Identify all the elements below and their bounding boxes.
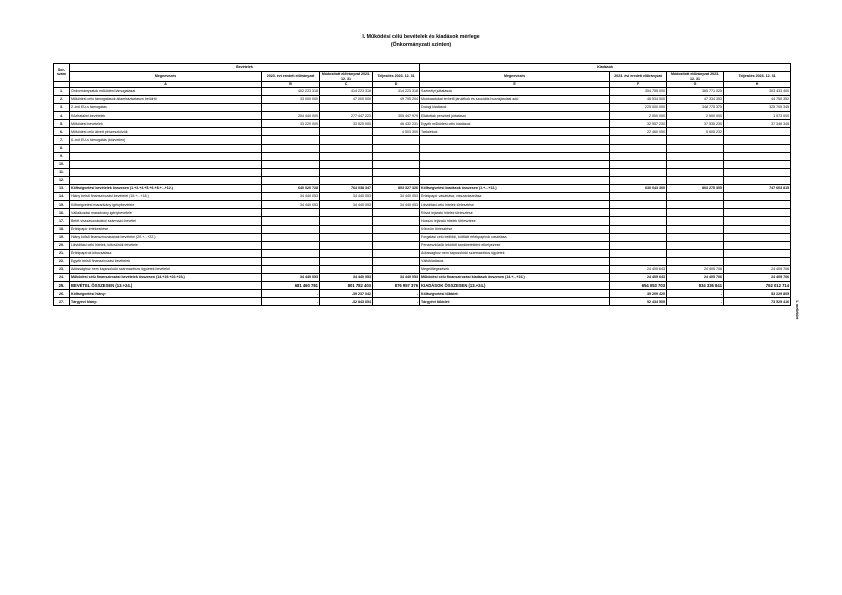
revenue-modified: 34 440 053 [320,201,373,209]
table-row [54,176,791,184]
row-number: 18. [54,225,70,233]
revenue-original [262,144,320,152]
revenue-modified [320,104,373,112]
revenue-original: 33 220 000 [262,120,320,128]
expense-modified [667,233,724,241]
row-number: 3. [54,104,70,112]
revenue-modified: 34 440 053 [320,193,373,201]
expense-name: Költségvetési kiadások összesen (1.+...+12.) [420,185,610,193]
expense-actual: 1 573 000 [724,112,791,120]
row-number: 1. [54,87,70,95]
table-row [54,120,791,128]
expense-original [610,136,667,144]
expense-modified [667,217,724,225]
revenue-name: Hiány belső finanszírozási bevételei (15.+...+18.) [70,193,262,201]
expense-name: Költségvetési többlet: [420,290,610,298]
revenue-name: Költségvetési hiány: [70,290,262,298]
revenue-modified: 764 038 347 [320,185,373,193]
expense-name: Váltókiadások [420,257,610,265]
revenue-actual [373,225,420,233]
column-letter: E [420,81,610,87]
row-number: 7. [54,136,70,144]
expense-name [420,136,610,144]
revenue-name [70,152,262,160]
row-number: 5. [54,120,70,128]
revenue-modified: -32 843 654 [320,298,373,306]
title-line-1: I. Működési célú bevételek és kiadások mérlege [362,34,480,40]
revenue-actual [373,233,420,241]
table-row [54,168,791,176]
revenue-actual [373,257,420,265]
revenue-actual [373,265,420,273]
revenue-modified: 277 447 223 [320,112,373,120]
table-row [54,193,791,201]
revenue-actual [373,249,420,257]
revenue-modified [320,257,373,265]
revenue-actual: 49 795 204 [373,96,420,104]
expense-actual [724,176,791,184]
revenue-actual: - [373,290,420,298]
revenue-name: Tárgyévi hiány: [70,298,262,306]
revenue-actual: 34 440 053 [373,201,420,209]
expense-original: 46 534 000 [610,96,667,104]
table-row [54,282,791,290]
revenue-actual [373,144,420,152]
header-revenue-group: Bevételek [70,64,420,72]
revenue-name: BEVÉTEL ÖSSZESEN (13.+24.) [70,282,262,290]
revenue-original: 254 440 000 [262,112,320,120]
expense-actual [724,209,791,217]
revenue-name: Hiány külső finanszírozásának bevételei (20.+...+22.) [70,233,262,241]
table-row [54,87,791,95]
revenue-actual [373,217,420,225]
revenue-modified: 33 520 000 [320,120,373,128]
row-number: 14. [54,193,70,201]
side-annex-label [793,300,801,330]
row-number: 15. [54,201,70,209]
revenue-original [262,104,320,112]
column-letter: H [724,81,791,87]
revenue-name: Önkormányzatok működési támogatásai [70,87,262,95]
revenue-modified: -39 237 042 [320,290,373,298]
expense-modified [667,168,724,176]
row-number: 24. [54,274,70,282]
expense-original [610,209,667,217]
expense-actual [724,233,791,241]
revenue-name: Működési célú finanszírozási bevételek összesen (14.+19.+22.+23.) [70,274,262,282]
row-number: 11. [54,168,70,176]
expense-actual [724,241,791,249]
revenue-actual [373,104,420,112]
expense-modified: 2 500 000 [667,112,724,120]
revenue-original [262,128,320,136]
revenue-name: Működési célú átvett pénzeszközök [70,128,262,136]
revenue-original [262,176,320,184]
revenue-name: Értékpapír értékesítése [70,225,262,233]
expense-modified: 348 775 375 [667,104,724,112]
expense-name [420,160,610,168]
table-row [54,104,791,112]
revenue-actual: 414 223 318 [373,87,420,95]
revenue-original: 34 440 053 [262,193,320,201]
revenue-actual: 876 957 376 [373,282,420,290]
expense-actual: 24 405 706 [724,265,791,273]
expense-modified [667,193,724,201]
expense-original: 32 557 230 [610,120,667,128]
table-row [54,144,791,152]
revenue-name: Adóssághoz nem kapcsolódó származékos ügyletek bevételei [70,265,262,273]
expense-modified [667,136,724,144]
expense-name: Működési célú finanszírozási kiadások összesen (14.+...+23.) [420,274,610,282]
row-number: 10. [54,160,70,168]
revenue-original [262,168,320,176]
row-number: 25. [54,282,70,290]
revenue-name: Likviditási célú hitelek, kölcsönök felvétele [70,241,262,249]
expense-original: 2 500 000 [610,112,667,120]
header-expense-original: 2023. évi eredeti előirányzat [610,72,667,82]
revenue-name [70,144,262,152]
table-row [54,233,791,241]
header-expense-name: Megnevezés [420,72,610,82]
table-row [54,112,791,120]
revenue-actual [373,176,420,184]
revenue-original: 33 000 000 [262,96,320,104]
revenue-modified [320,249,373,257]
expense-modified: 5 605 232 [667,128,724,136]
revenue-name [70,176,262,184]
column-letter: F [610,81,667,87]
expense-actual: 762 012 714 [724,282,791,290]
revenue-original [262,217,320,225]
expense-name: Egyéb működési célú kiadások [420,120,610,128]
expense-original [610,193,667,201]
revenue-modified [320,160,373,168]
revenue-name: Költségvetési bevételek összesen (1.+2.+4.+5.+6.+8.+...+12.) [70,185,262,193]
expense-original: 22 460 050 [610,128,667,136]
revenue-original [262,257,320,265]
expense-name: Forgatási célú belföldi, külföldi értékpapírok vásárlása [420,233,610,241]
table-row [54,128,791,136]
expense-actual: 44 750 352 [724,96,791,104]
revenue-modified [320,225,373,233]
revenue-original: 34 440 053 [262,201,320,209]
expense-name: Kölcsön törlesztése [420,225,610,233]
revenue-modified [320,217,373,225]
revenue-actual: 803 327 326 [373,185,420,193]
row-number: 20. [54,241,70,249]
expense-name: Rövid lejáratú hitelek törlesztése [420,209,610,217]
revenue-original: 34 440 053 [262,274,320,282]
expense-actual [724,128,791,136]
expense-original [610,160,667,168]
table-row [54,225,791,233]
revenue-name: Közhatalmi bevételek [70,112,262,120]
expense-actual [724,193,791,201]
revenue-actual: 4 503 300 [373,128,420,136]
table-row [54,217,791,225]
revenue-name: Működési bevételek [70,120,262,128]
expense-modified [667,241,724,249]
revenue-actual: 305 447 979 [373,112,420,120]
revenue-name: Működési célú támogatások államháztartáson belülről [70,96,262,104]
revenue-modified: 47 000 000 [320,96,373,104]
header-revenue-original: 2023. évi eredeti előirányzat [262,72,320,82]
expense-modified: 47 334 353 [667,96,724,104]
revenue-modified: 34 440 053 [320,274,373,282]
table-row [54,185,791,193]
column-letter: C [320,81,373,87]
row-number: 19. [54,233,70,241]
revenue-modified [320,265,373,273]
table-row [54,298,791,306]
column-letter: B [262,81,320,87]
expense-modified: - [667,290,724,298]
revenue-modified [320,128,373,136]
expense-original [610,168,667,176]
expense-original: 354 755 000 [610,87,667,95]
header-revenue-actual: Teljesítés 2023. 12. 31 [373,72,420,82]
expense-original: 24 405 643 [610,265,667,273]
revenue-actual [373,160,420,168]
revenue-actual [373,136,420,144]
revenue-actual [373,152,420,160]
revenue-name: 2.-ból EU-s támogatás [70,104,262,112]
expense-name [420,144,610,152]
expense-actual: 73 525 416 [724,298,791,306]
revenue-modified [320,209,373,217]
row-number: 23. [54,265,70,273]
revenue-modified [320,152,373,160]
expense-modified: 24 405 706 [667,274,724,282]
row-number: 9. [54,152,70,160]
revenue-original [262,265,320,273]
header-expense-actual: Teljesítés 2023. 12. 31 [724,72,791,82]
revenue-name: Értékpapírok kibocsátása [70,249,262,257]
header-revenue-modified: Módosított előirányzat 2023. 12. 31 [320,72,373,82]
row-number: 21. [54,249,70,257]
expense-actual [724,160,791,168]
expense-original: 654 053 703 [610,282,667,290]
expense-actual [724,201,791,209]
revenue-original [262,136,320,144]
revenue-name: Költségvetési maradvány igénybevétele [70,201,262,209]
expense-modified [667,176,724,184]
revenue-name: 6.-ból EU-s támogatás (közvetlen) [70,136,262,144]
row-number: 4. [54,112,70,120]
revenue-name: Vállalkozási maradvány igénybevétele [70,209,262,217]
expense-modified: - [667,298,724,306]
expense-actual: 747 603 815 [724,185,791,193]
expense-original [610,176,667,184]
expense-original: 39 209 420 [610,290,667,298]
table-row [54,290,791,298]
expense-name: Dologi kiadások [420,104,610,112]
expense-original: 52 434 505 [610,298,667,306]
expense-original: 225 000 000 [610,104,667,112]
column-letter: G [667,81,724,87]
expense-modified [667,249,724,257]
row-number: 13. [54,185,70,193]
expense-original [610,152,667,160]
expense-modified: 803 275 305 [667,185,724,193]
expense-actual [724,168,791,176]
revenue-name: Betét visszavonásából származó bevétel [70,217,262,225]
table-row [54,209,791,217]
revenue-actual [373,241,420,249]
row-number: 17. [54,217,70,225]
revenue-name: Egyéb belső finanszírozási bevételek [70,257,262,265]
table-row [54,249,791,257]
expense-name: Ellátottak pénzbeli juttatásai [420,112,610,120]
row-number: 2. [54,96,70,104]
revenue-modified [320,144,373,152]
expense-actual [724,249,791,257]
balance-table [53,63,791,306]
revenue-modified [320,168,373,176]
expense-original [610,144,667,152]
expense-modified: 834 336 841 [667,282,724,290]
row-number: 22. [54,257,70,265]
revenue-modified [320,241,373,249]
expense-actual [724,225,791,233]
expense-modified: 37 535 230 [667,120,724,128]
row-number: 26. [54,290,70,298]
expense-original [610,241,667,249]
revenue-actual: - [373,298,420,306]
row-number: 8. [54,144,70,152]
expense-actual [724,217,791,225]
expense-original [610,233,667,241]
expense-name: Személyi juttatások [420,87,610,95]
expense-name: Adóssághoz nem kapcsolódó származékos ügyletek [420,249,610,257]
expense-modified [667,152,724,160]
revenue-original [262,225,320,233]
table-row [54,274,791,282]
expense-original [610,249,667,257]
page-title [0,33,842,49]
revenue-actual: 34 440 053 [373,193,420,201]
revenue-original [262,152,320,160]
revenue-modified [320,233,373,241]
revenue-original [262,233,320,241]
expense-modified: 24 405 706 [667,265,724,273]
revenue-modified [320,176,373,184]
column-letter: D [373,81,420,87]
header-revenue-name: Megnevezés [70,72,262,82]
revenue-original: 640 020 728 [262,185,320,193]
revenue-actual [373,168,420,176]
table-row [54,257,791,265]
header-expense-group: Kiadások [420,64,791,72]
row-number: 27. [54,298,70,306]
table-row [54,265,791,273]
expense-actual [724,136,791,144]
revenue-original [262,209,320,217]
expense-name [420,168,610,176]
revenue-original: 402 223 318 [262,87,320,95]
revenue-modified [320,136,373,144]
row-number: 12. [54,176,70,184]
expense-original: 24 405 643 [610,274,667,282]
expense-name: Likviditási célú hitelek törlesztése [420,201,610,209]
revenue-original: - [262,290,320,298]
expense-actual: 325 700 345 [724,104,791,112]
expense-name: Értékpapír vásárlása, visszavásárlása [420,193,610,201]
row-number: 16. [54,209,70,217]
expense-original [610,257,667,265]
revenue-original [262,249,320,257]
expense-modified [667,225,724,233]
expense-name [420,152,610,160]
expense-name: Pénzeszközök lekötött bankbetétként elhelyezése [420,241,610,249]
revenue-modified: 414 223 318 [320,87,373,95]
expense-modified [667,144,724,152]
expense-original [610,225,667,233]
revenue-original [262,241,320,249]
expense-actual: 53 229 805 [724,290,791,298]
expense-name: Tartalékok [420,128,610,136]
table-row [54,201,791,209]
table-row [54,160,791,168]
expense-name: Munkaadókat terhelő járulékok és szociális hozzájárulási adó [420,96,610,104]
table-row [54,241,791,249]
revenue-actual: 34 440 053 [373,274,420,282]
revenue-name [70,168,262,176]
expense-original [610,217,667,225]
expense-original: 630 043 300 [610,185,667,193]
expense-name [420,176,610,184]
header-expense-modified: Módosított előirányzat 2023. 12. 31 [667,72,724,82]
expense-actual [724,152,791,160]
expense-actual: 303 433 400 [724,87,791,95]
side-annex-text: 1. melléklet [795,300,799,320]
expense-name: Tárgyévi többlet: [420,298,610,306]
revenue-actual [373,209,420,217]
title-line-2: (Önkormányzati szinten) [390,42,452,48]
expense-modified [667,257,724,265]
expense-modified [667,209,724,217]
expense-name: Hosszú lejáratú hitelek törlesztése [420,217,610,225]
header-row-number: Sor-szám [54,64,70,82]
expense-actual: 24 405 706 [724,274,791,282]
revenue-name [70,160,262,168]
expense-name: Megelőlegezések [420,265,610,273]
table-row [54,136,791,144]
revenue-original [262,160,320,168]
expense-name: KIADÁSOK ÖSSZESEN (13.+24.) [420,282,610,290]
expense-actual: 37 346 345 [724,120,791,128]
table-row [54,152,791,160]
revenue-original: - [262,298,320,306]
expense-modified [667,160,724,168]
revenue-original: 681 460 781 [262,282,320,290]
table-row [54,96,791,104]
column-letter: A [70,81,262,87]
row-number: 6. [54,128,70,136]
expense-modified [667,201,724,209]
expense-modified: 365 771 025 [667,87,724,95]
expense-original [610,201,667,209]
expense-actual [724,144,791,152]
revenue-modified: 801 782 403 [320,282,373,290]
expense-actual [724,257,791,265]
revenue-actual: 46 432 231 [373,120,420,128]
